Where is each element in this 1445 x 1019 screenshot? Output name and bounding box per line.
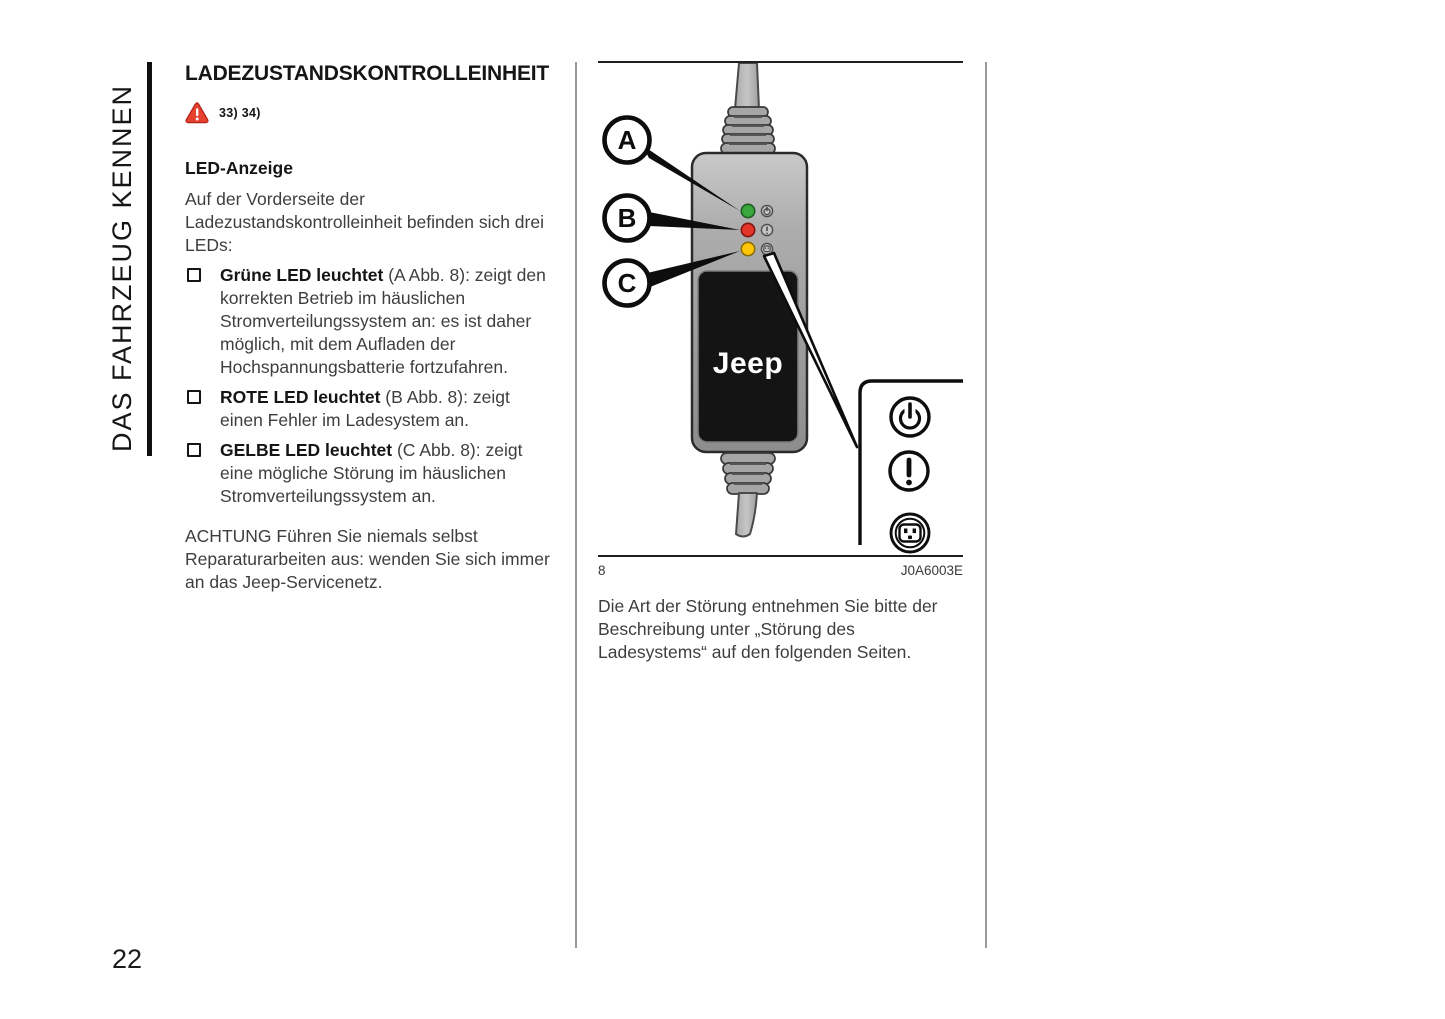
attention-paragraph: ACHTUNG Führen Sie niemals selbst Reparaturarbeiten aus: wenden Sie sich immer an das Jeep-Servicenetz. (185, 526, 550, 592)
bottom-cable (736, 493, 757, 537)
bullet-lead: ROTE LED leuchtet (220, 387, 381, 407)
column-divider-right (985, 62, 987, 948)
list-item (185, 264, 557, 379)
list-item (185, 386, 557, 432)
brand-logo: Jeep (712, 347, 784, 380)
square-bullet-icon (187, 443, 201, 457)
bullet-lead: GELBE LED leuchtet (220, 440, 393, 460)
bullet-text: (A Abb. 8): zeigt den korrekten Betrieb im häuslichen Stromverteilungssystem an: es ist daher möglich, mit dem Aufladen der Hochspannungsbatterie fortzufahren. (220, 265, 546, 377)
figure-number: 8 (598, 563, 606, 578)
power-icon (891, 398, 929, 436)
callout-a (605, 118, 650, 163)
top-cable (735, 63, 759, 109)
warning-references-row (185, 102, 261, 124)
figure-code: J0A6003E (900, 563, 963, 578)
led-bullet-list (185, 264, 557, 515)
svg-text:B: B (617, 203, 637, 233)
red-led (741, 223, 754, 236)
page-number: 22 (112, 944, 143, 974)
column-divider-left (575, 62, 577, 948)
sidebar-rule (147, 62, 152, 456)
outlet-icon (891, 514, 929, 552)
square-bullet-icon (187, 390, 201, 404)
mini-power-icon (761, 205, 772, 216)
warning-triangle-icon (185, 102, 209, 124)
square-bullet-icon (187, 268, 201, 282)
figure-follow-up-paragraph: Die Art der Störung entnehmen Sie bitte der Beschreibung unter „Störung des Ladesystems“ auf den folgenden Seiten. (598, 596, 938, 662)
callout-c (605, 261, 650, 306)
svg-text:A: A (617, 125, 637, 155)
figure-bottom-border (598, 555, 963, 557)
yellow-led (741, 242, 754, 255)
figure-8-illustration (598, 63, 963, 555)
green-led (741, 204, 754, 217)
fault-exclamation-icon (890, 452, 928, 490)
bullet-text: (C Abb. 8): zeigt eine mögliche Störung im häuslichen Stromverteilungssystem an. (220, 440, 523, 506)
list-item (185, 439, 557, 508)
intro-paragraph: Auf der Vorderseite der Ladezustandskontrolleinheit befinden sich drei LEDs: (185, 189, 544, 255)
svg-text:C: C (617, 268, 637, 298)
warning-reference-numbers: 33) 34) (219, 106, 261, 120)
figure-caption (598, 563, 963, 578)
section-heading: LED-Anzeige (185, 158, 293, 178)
bullet-lead: Grüne LED leuchtet (220, 265, 384, 285)
top-strain-relief (721, 107, 775, 154)
bullet-text: (B Abb. 8): zeigt einen Fehler im Ladesystem an. (220, 387, 510, 430)
page-title: LADEZUSTANDSKONTROLLEINHEIT (185, 62, 550, 85)
mini-exclamation-icon (761, 224, 772, 235)
callout-b (605, 196, 650, 241)
sidebar-chapter-label: DAS FAHRZEUG KENNEN (107, 83, 137, 452)
